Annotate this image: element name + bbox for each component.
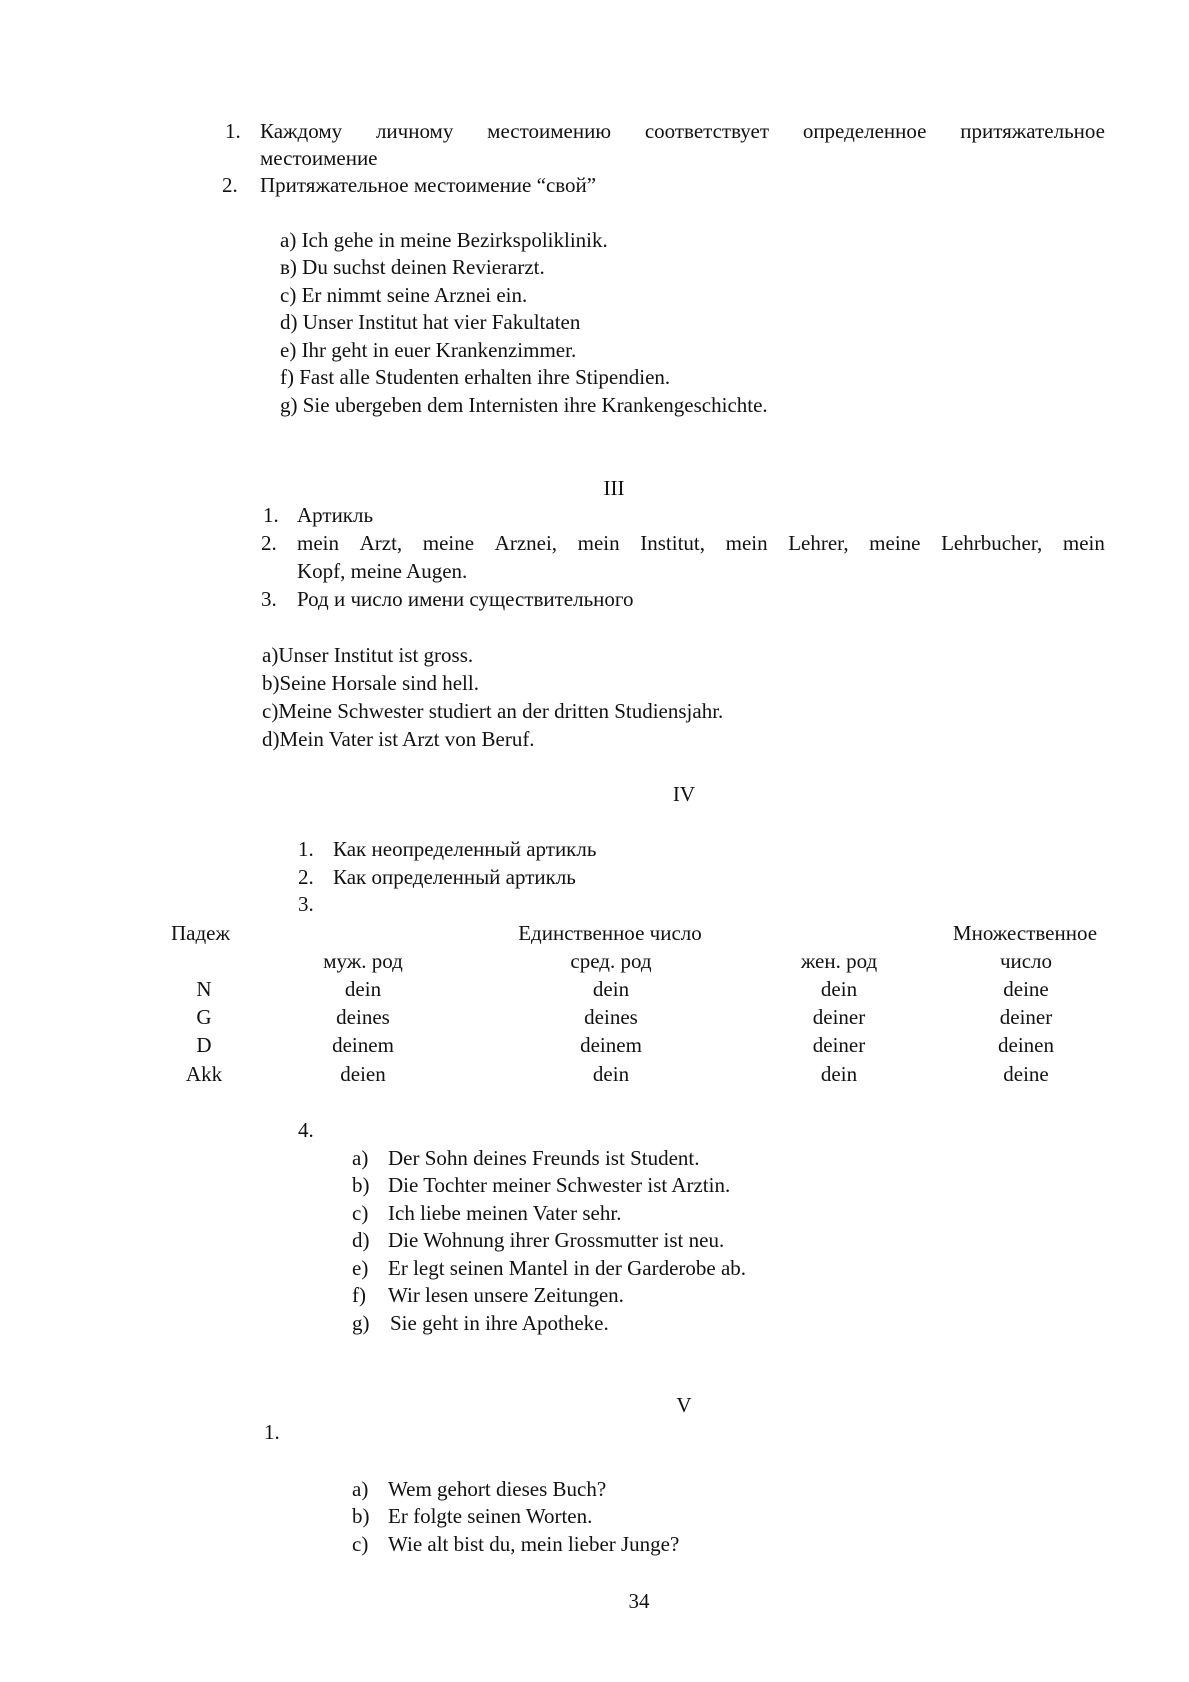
s5-example-text: Er folgte seinen Worten. bbox=[388, 1504, 593, 1528]
table-cell: deine bbox=[1003, 977, 1049, 1001]
table-gender-header: сред. род bbox=[570, 949, 652, 973]
s4-heading: IV bbox=[672, 782, 696, 806]
s3-example: a)Unser Institut ist gross. bbox=[262, 643, 474, 667]
table-cell: deien bbox=[340, 1062, 386, 1086]
s2-example: c) Er nimmt seine Arznei ein. bbox=[280, 283, 528, 307]
s3-item3-number: 3. bbox=[261, 587, 277, 611]
table-cell: dein bbox=[820, 1062, 858, 1086]
s4-item4-number: 4. bbox=[298, 1118, 314, 1142]
s2-item1-line1 bbox=[260, 121, 1105, 142]
s4-example-text: Die Tochter meiner Schwester ist Arztin. bbox=[388, 1173, 731, 1197]
s2-example: e) Ihr geht in euer Krankenzimmer. bbox=[280, 338, 577, 362]
s4-item2-text: Как определенный артикль bbox=[333, 865, 576, 889]
table-cell: deinen bbox=[998, 1033, 1054, 1057]
s5-example-letter: b) bbox=[352, 1504, 370, 1528]
s3-example: d)Mein Vater ist Arzt von Beruf. bbox=[262, 727, 535, 751]
s2-item1-number: 1. bbox=[225, 119, 241, 143]
table-singular-header: Единственное число bbox=[518, 921, 702, 945]
table-cell: deiner bbox=[812, 1005, 866, 1029]
s4-item3-number: 3. bbox=[298, 892, 314, 916]
table-cell: deiner bbox=[999, 1005, 1053, 1029]
s4-example-letter: e) bbox=[352, 1256, 369, 1280]
word: Каждому bbox=[260, 119, 343, 143]
s3-item3-text: Род и число имени существительного bbox=[297, 587, 634, 611]
table-cell: deines bbox=[336, 1005, 390, 1029]
word: определенное bbox=[802, 119, 927, 143]
s2-item1-line2: местоимение bbox=[260, 146, 378, 170]
table-plural-header: Множественное bbox=[952, 921, 1098, 945]
s4-example-letter: g) bbox=[352, 1311, 370, 1335]
s4-example-text: Die Wohnung ihrer Grossmutter ist neu. bbox=[388, 1228, 725, 1252]
s5-item1-number: 1. bbox=[264, 1420, 280, 1444]
s4-item1-text: Как неопределенный артикль bbox=[333, 837, 597, 861]
s4-example-text: Der Sohn deines Freunds ist Student. bbox=[388, 1146, 700, 1170]
word: mein bbox=[297, 531, 339, 555]
table-cell: deines bbox=[584, 1005, 638, 1029]
s3-item2-number: 2. bbox=[261, 531, 277, 555]
s5-example-letter: a) bbox=[352, 1477, 369, 1501]
page-number: 34 bbox=[628, 1589, 650, 1613]
s3-item1-text: Артикль bbox=[297, 503, 374, 527]
s4-item2-number: 2. bbox=[298, 865, 314, 889]
word: притяжательное bbox=[960, 119, 1105, 143]
word: соответствует bbox=[644, 119, 770, 143]
s3-heading: III bbox=[603, 476, 625, 500]
s4-example-text: Er legt seinen Mantel in der Garderobe ab. bbox=[388, 1256, 747, 1280]
word: meine bbox=[869, 531, 921, 555]
s4-example-letter: b) bbox=[352, 1173, 370, 1197]
table-gender-header: жен. род bbox=[800, 949, 878, 973]
table-cell: dein bbox=[820, 977, 858, 1001]
s2-example: а) Ich gehe in meine Bezirkspoliklinik. bbox=[280, 228, 608, 252]
s3-item1-number: 1. bbox=[263, 503, 279, 527]
s2-item2-text: Притяжательное местоимение “свой” bbox=[260, 173, 597, 197]
table-cell: dein bbox=[592, 977, 630, 1001]
word: Lehrbucher, bbox=[941, 531, 1043, 555]
table-cell: deine bbox=[1003, 1062, 1049, 1086]
word: mein bbox=[577, 531, 620, 555]
word: meine bbox=[422, 531, 475, 555]
table-case-label: D bbox=[196, 1033, 212, 1057]
s4-item1-number: 1. bbox=[298, 837, 314, 861]
table-cell: dein bbox=[344, 977, 382, 1001]
s2-example: d) Unser Institut hat vier Fakultaten bbox=[280, 310, 581, 334]
s2-example: f) Fast alle Studenten erhalten ihre Stipendien. bbox=[280, 365, 671, 389]
table-plural-header-line2: число bbox=[999, 949, 1053, 973]
s5-example-text: Wem gehort dieses Buch? bbox=[388, 1477, 607, 1501]
s2-example: g) Sie ubergeben dem Internisten ihre Krankengeschichte. bbox=[280, 393, 768, 417]
word: Institut, bbox=[640, 531, 706, 555]
s5-example-text: Wie alt bist du, mein lieber Junge? bbox=[388, 1532, 680, 1556]
word: mein bbox=[1062, 531, 1105, 555]
s4-example-letter: c) bbox=[352, 1201, 369, 1225]
table-gender-header: муж. род bbox=[323, 949, 403, 973]
s4-example-text: Sie geht in ihre Apotheke. bbox=[390, 1311, 609, 1335]
s3-example: b)Seine Horsale sind hell. bbox=[262, 671, 479, 695]
table-cell: dein bbox=[592, 1062, 630, 1086]
s2-example: в) Du suchst deinen Revierarzt. bbox=[280, 255, 545, 279]
table-case-header: Падеж bbox=[171, 921, 231, 945]
table-case-label: G bbox=[196, 1005, 212, 1029]
table-cell: deinem bbox=[580, 1033, 642, 1057]
word: mein bbox=[725, 531, 768, 555]
s4-example-text: Wir lesen unsere Zeitungen. bbox=[388, 1283, 624, 1307]
word: личному bbox=[375, 119, 454, 143]
s3-item2-line1 bbox=[297, 533, 1105, 554]
s4-example-letter: f) bbox=[352, 1283, 366, 1307]
s4-example-text: Ich liebe meinen Vater sehr. bbox=[388, 1201, 622, 1225]
s5-heading: V bbox=[676, 1393, 692, 1417]
word: Arznei, bbox=[494, 531, 558, 555]
s4-example-letter: d) bbox=[352, 1228, 370, 1252]
s2-item2-number: 2. bbox=[222, 173, 238, 197]
s4-example-letter: a) bbox=[352, 1146, 369, 1170]
table-case-label: Akk bbox=[185, 1062, 223, 1086]
word: местоимению bbox=[487, 119, 612, 143]
s5-example-letter: c) bbox=[352, 1532, 369, 1556]
table-case-label: N bbox=[196, 977, 212, 1001]
word: Lehrer, bbox=[788, 531, 849, 555]
table-cell: deinem bbox=[332, 1033, 394, 1057]
table-cell: deiner bbox=[812, 1033, 866, 1057]
word: Arzt, bbox=[359, 531, 403, 555]
s3-item2-line2: Kopf, meine Augen. bbox=[297, 559, 468, 583]
s3-example: c)Meine Schwester studiert an der dritten Studiensjahr. bbox=[262, 699, 724, 723]
